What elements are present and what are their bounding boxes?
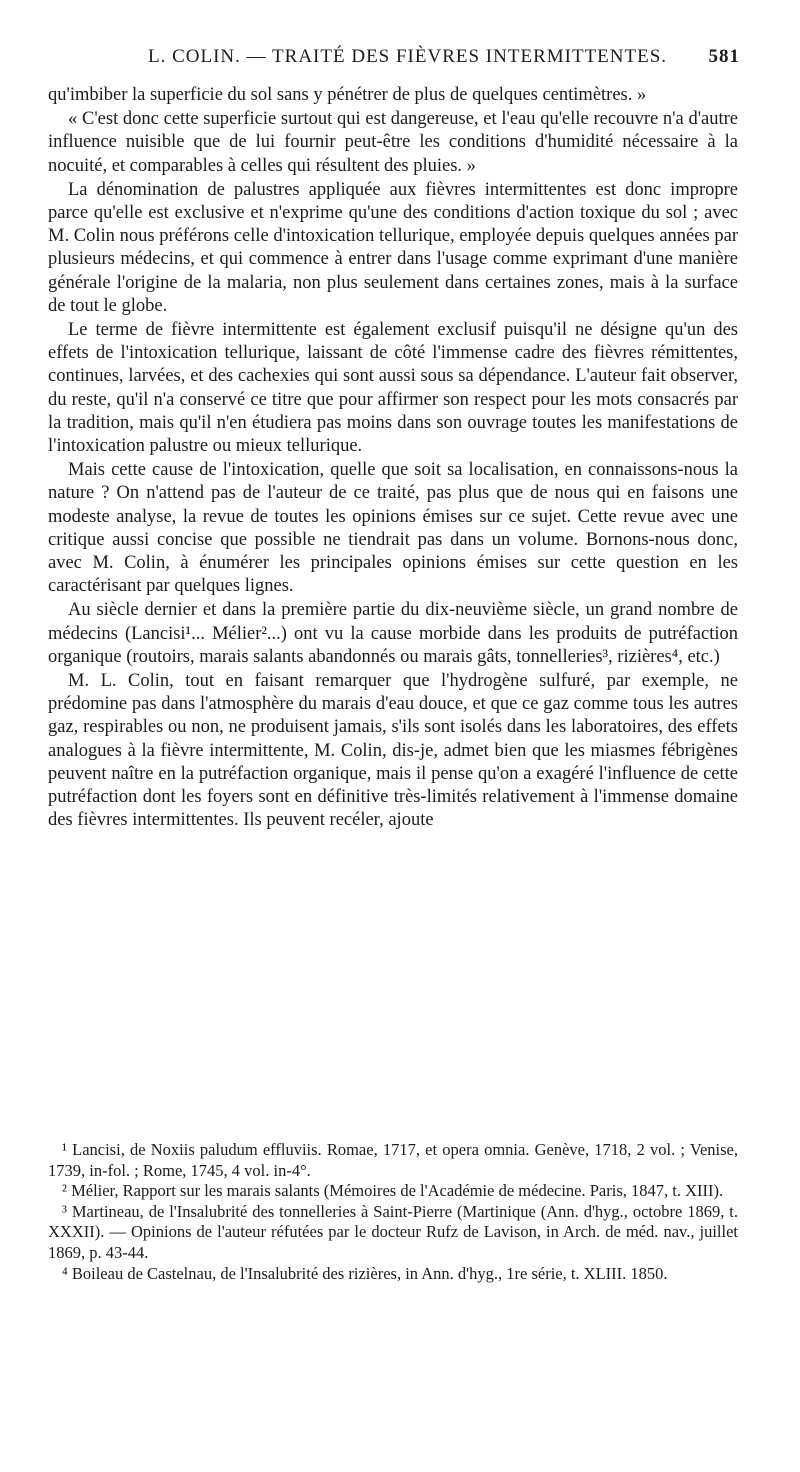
- page-number: 581: [708, 46, 740, 67]
- main-text: [48, 84, 738, 833]
- footnote: ² Mélier, Rapport sur les marais salants (Mémoires de l'Académie de médecine. Paris, 1847, t. XIII).: [62, 1181, 724, 1201]
- footnote: ⁴ Boileau de Castelnau, de l'Insalubrité des rizières, in Ann. d'hyg., 1re série, t. XLIII. 1850.: [62, 1263, 668, 1283]
- paragraph: qu'imbiber la superficie du sol sans y pénétrer de plus de quelques centimètres. »: [48, 85, 647, 105]
- running-title: L. COLIN. — TRAITÉ DES FIÈVRES INTERMITTENTES.: [148, 46, 668, 67]
- footnote: ³ Martineau, de l'Insalubrité des tonnelleries à Saint-Pierre (Martinique (Ann. d'hyg., octobre 1869, t. XXXII). — Opinions de l'auteur réfutées par le docteur Rufz de Lavison, in Arch. de méd. nav., juillet 1869, p. 43-44.: [48, 1201, 738, 1262]
- paragraph: Le terme de fièvre intermittente est également exclusif puisqu'il ne désigne qu'un des effets de l'intoxication tellurique, laissant de côté l'immense cadre des fièvres rémittentes, continues, larvées, et des cachexies qui sont aussi sous sa dépendance. L'auteur fait observer, du reste, qu'il n'a conservé ce titre que pour affirmer son respect pour les mots consacrés par la tradition, mais qu'il n'en étudiera pas moins dans son ouvrage toutes les manifestations de l'intoxication palustre ou mieux tellurique.: [48, 320, 738, 457]
- paragraph: Au siècle dernier et dans la première partie du dix-neuvième siècle, un grand nombre de médecins (Lancisi¹... Mélier²...) ont vu la cause morbide dans les produits de putréfaction organique (routoirs, marais salants abandonnés ou marais gâts, tonnelleries³, rizières⁴, etc.): [48, 600, 738, 667]
- paragraph: « C'est donc cette superficie surtout qui est dangereuse, et l'eau qu'elle recouvre n'a d'autre influence nuisible que de lui fournir peut-être les conditions d'humidité nécessaire à la nocuité, et comparables à celles qui résultent des pluies. »: [48, 109, 738, 176]
- paragraph: M. L. Colin, tout en faisant remarquer que l'hydrogène sulfuré, par exemple, ne prédomine pas dans l'atmosphère du marais d'eau douce, et que ce gaz comme tous les autres gaz, respirables ou non, ne produisent jamais, s'ils sont isolés dans les laboratoires, des effets analogues à la fièvre intermittente, M. Colin, dis-je, admet bien que les miasmes fébrigènes peuvent naître en la putréfaction organique, mais il pense qu'on a exagéré l'influence de cette putréfaction dont les foyers sont en définitive très-limités relativement à l'immense domaine des fièvres intermittentes. Ils peuvent recéler, ajoute: [48, 671, 738, 831]
- footnotes: [48, 1140, 738, 1284]
- page-header: [100, 46, 740, 76]
- paragraph: La dénomination de palustres appliquée aux fièvres intermittentes est donc impropre parce qu'elle est exclusive et n'exprime qu'une des conditions d'action toxique du sol ; avec M. Colin nous préférons celle d'intoxication tellurique, employée depuis quelques années par plusieurs médecins, et qui commence à entrer dans l'usage comme exprimant d'une manière générale l'origine de la malaria, non plus seulement dans certaines zones, mais à la surface de tout le globe.: [48, 179, 738, 316]
- paragraph: Mais cette cause de l'intoxication, quelle que soit sa localisation, en connaissons-nous la nature ? On n'attend pas de l'auteur de ce traité, pas plus que de nous qui en faisons une modeste analyse, la revue de toutes les opinions émises sur ce sujet. Cette revue avec une critique aussi concise que possible ne tiendrait pas dans un volume. Bornons-nous donc, avec M. Colin, à énumérer les principales opinions émises sur cette question en les caractérisant par quelques lignes.: [48, 460, 738, 597]
- footnote: ¹ Lancisi, de Noxiis paludum effluviis. Romae, 1717, et opera omnia. Genève, 1718, 2 vol. ; Venise, 1739, in-fol. ; Rome, 1745, 4 vol. in-4°.: [48, 1140, 738, 1180]
